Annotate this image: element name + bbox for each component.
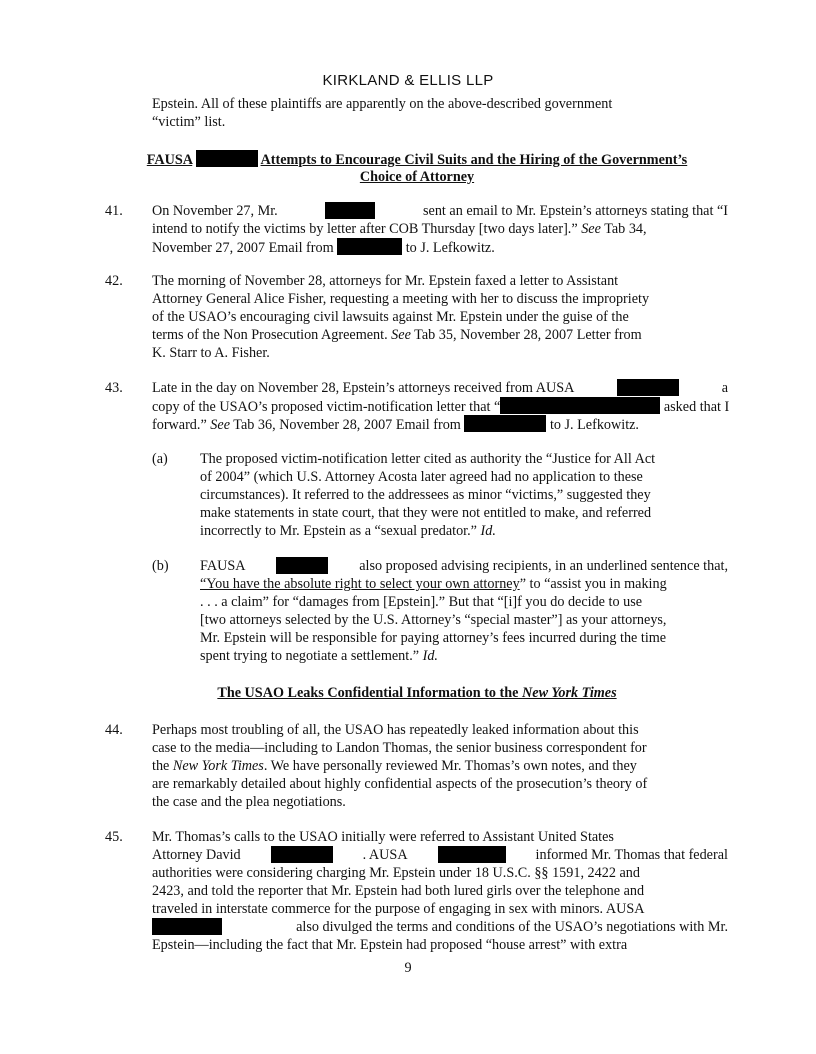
p41-text: Tab 34, — [604, 221, 647, 237]
p43b-line-1 — [200, 557, 728, 575]
subparagraph-label-a: (a) — [152, 451, 168, 467]
p44-line-2: case to the media—including to Landon Thomas, the senior business correspondent for — [152, 740, 647, 756]
section-heading-2 — [105, 684, 729, 702]
see-cite: See — [391, 327, 411, 343]
p45-line-2 — [152, 846, 728, 864]
redaction-block — [337, 238, 402, 255]
p43a-line-2: of 2004” (which U.S. Attorney Acosta later agreed had no application to these — [200, 469, 643, 485]
section-heading-1 — [105, 150, 729, 169]
p43-line-2 — [152, 397, 729, 416]
p43b-text: spent trying to negotiate a settlement.” — [200, 648, 420, 664]
p45-text: Attorney David — [152, 847, 241, 863]
p44-line-3 — [152, 757, 728, 775]
p43a-text: incorrectly to Mr. Epstein as a “sexual predator.” — [200, 523, 477, 539]
p44-text: . We have personally reviewed Mr. Thomas’s own notes, and they — [263, 758, 637, 774]
p45-text: . AUSA — [362, 847, 408, 863]
p42-line-2: Attorney General Alice Fisher, requesting a meeting with her to discuss the impropriety — [152, 291, 650, 307]
intro-line-2: “victim” list. — [152, 114, 226, 130]
p45-line-7: Epstein—including the fact that Mr. Epstein had proposed “house arrest” with extra — [152, 937, 628, 953]
heading-2-italic: New York Times — [522, 685, 617, 701]
see-cite: See — [210, 417, 230, 433]
p45-line-3: authorities were considering charging Mr. Epstein under 18 U.S.C. §§ 1591, 2422 and — [152, 865, 640, 881]
p43-text: to J. Lefkowitz. — [549, 417, 639, 433]
p42-text: terms of the Non Prosecution Agreement. — [152, 327, 388, 343]
p43b-line-5: Mr. Epstein will be responsible for paying attorney’s fees incurred during the time — [200, 630, 667, 646]
paragraph-number-42: 42. — [105, 273, 123, 289]
p45-line-5: traveled in interstate commerce for the purpose of engaging in sex with minors. AUSA — [152, 901, 645, 917]
subparagraph-label-b: (b) — [152, 558, 169, 574]
p45-line-1: Mr. Thomas’s calls to the USAO initially were referred to Assistant United States — [152, 829, 614, 845]
p43a-line-4: make statements in state court, that they were not entitled to make, and referred — [200, 505, 652, 521]
section-heading-1-line-2: Choice of Attorney — [359, 169, 475, 185]
p41-text: November 27, 2007 Email from — [152, 240, 334, 256]
paragraph-number-45: 45. — [105, 829, 123, 845]
p42-line-1: The morning of November 28, attorneys for Mr. Epstein faxed a letter to Assistant — [152, 273, 619, 289]
p45-line-6 — [152, 918, 728, 936]
p41-line-2 — [152, 220, 728, 238]
p42-line-3: of the USAO’s encouraging civil lawsuits against Mr. Epstein under the guise of the — [152, 309, 629, 325]
p43-text: Tab 36, November 28, 2007 Email from — [233, 417, 461, 433]
p43b-line-4: [two attorneys selected by the U.S. Attorney’s “special master”] as your attorneys, — [200, 612, 667, 628]
redaction-block — [617, 379, 679, 396]
p43-text: Late in the day on November 28, Epstein’s attorneys received from AUSA — [152, 380, 575, 396]
p43-text: copy of the USAO’s proposed victim-notification letter that “ — [152, 399, 501, 415]
id-cite: Id. — [422, 648, 438, 664]
p43-text: forward.” — [152, 417, 207, 433]
publication-name: New York Times — [172, 758, 264, 774]
p44-line-5: the case and the plea negotiations. — [152, 794, 346, 810]
p42-line-4 — [152, 326, 728, 344]
p45-text: informed Mr. Thomas that federal — [535, 847, 728, 863]
p43a-line-5 — [200, 522, 496, 540]
paragraph-number-41: 41. — [105, 203, 123, 219]
redaction-block — [325, 202, 375, 219]
p44-line-1: Perhaps most troubling of all, the USAO has repeatedly leaked information about this — [152, 722, 639, 738]
paragraph-number-43: 43. — [105, 380, 123, 396]
p41-text: On November 27, Mr. — [152, 203, 278, 219]
p42-text: Tab 35, November 28, 2007 Letter from — [414, 327, 642, 343]
p43b-line-6 — [200, 647, 438, 665]
p43b-text: ” to “assist you in making — [519, 576, 667, 592]
p43b-text: also proposed advising recipients, in an underlined sentence that, — [359, 558, 728, 574]
redaction-block — [152, 918, 222, 935]
p41-line-3 — [152, 238, 495, 257]
p43a-line-3: circumstances). It referred to the addressees as minor “victims,” suggested they — [200, 487, 651, 503]
letterhead: KIRKLAND & ELLIS LLP — [322, 72, 494, 89]
p44-text: the — [152, 758, 170, 774]
redaction-block — [500, 397, 660, 414]
p41-text: to J. Lefkowitz. — [405, 240, 495, 256]
p43-line-3 — [152, 415, 639, 434]
p43-line-1 — [152, 379, 728, 397]
redaction-block — [464, 415, 546, 432]
see-cite: See — [581, 221, 601, 237]
redaction-block — [276, 557, 328, 574]
p44-line-4: are remarkably detailed about highly confidential aspects of the prosecution’s theory of — [152, 776, 648, 792]
id-cite: Id. — [480, 523, 496, 539]
p43b-line-3: . . . a claim” for “damages from [Epstein].” But that “[i]f you do decide to use — [200, 594, 643, 610]
p43b-line-2 — [200, 575, 667, 593]
p43-text: a — [721, 380, 728, 396]
intro-line-1: Epstein. All of these plaintiffs are apparently on the above-described government — [152, 96, 613, 112]
p41-line-1 — [152, 202, 728, 220]
p41-text: sent an email to Mr. Epstein’s attorneys stating that “I — [423, 203, 728, 219]
page-number: 9 — [404, 960, 412, 976]
p42-line-5: K. Starr to A. Fisher. — [152, 345, 270, 361]
p43-text: asked that I — [663, 399, 730, 415]
redaction-block — [438, 846, 506, 863]
redaction-block — [271, 846, 333, 863]
p45-text: also divulged the terms and conditions of the USAO’s negotiations with Mr. — [296, 919, 728, 935]
p43b-text: FAUSA — [200, 558, 246, 574]
p41-text: intend to notify the victims by letter after COB Thursday [two days later].” — [152, 221, 578, 237]
heading-1-text: Attempts to Encourage Civil Suits and the Hiring of the Government’s — [260, 152, 688, 168]
underlined-quote: “You have the absolute right to select your own attorney — [200, 576, 520, 592]
heading-2-text: The USAO Leaks Confidential Information to the — [217, 685, 519, 701]
redaction-block — [196, 150, 258, 167]
heading-1-prefix: FAUSA — [146, 152, 193, 168]
p45-line-4: 2423, and told the reporter that Mr. Epstein had both lured girls over the telephone and — [152, 883, 645, 899]
p43a-line-1: The proposed victim-notification letter cited as authority the “Justice for All Act — [200, 451, 656, 467]
paragraph-number-44: 44. — [105, 722, 123, 738]
